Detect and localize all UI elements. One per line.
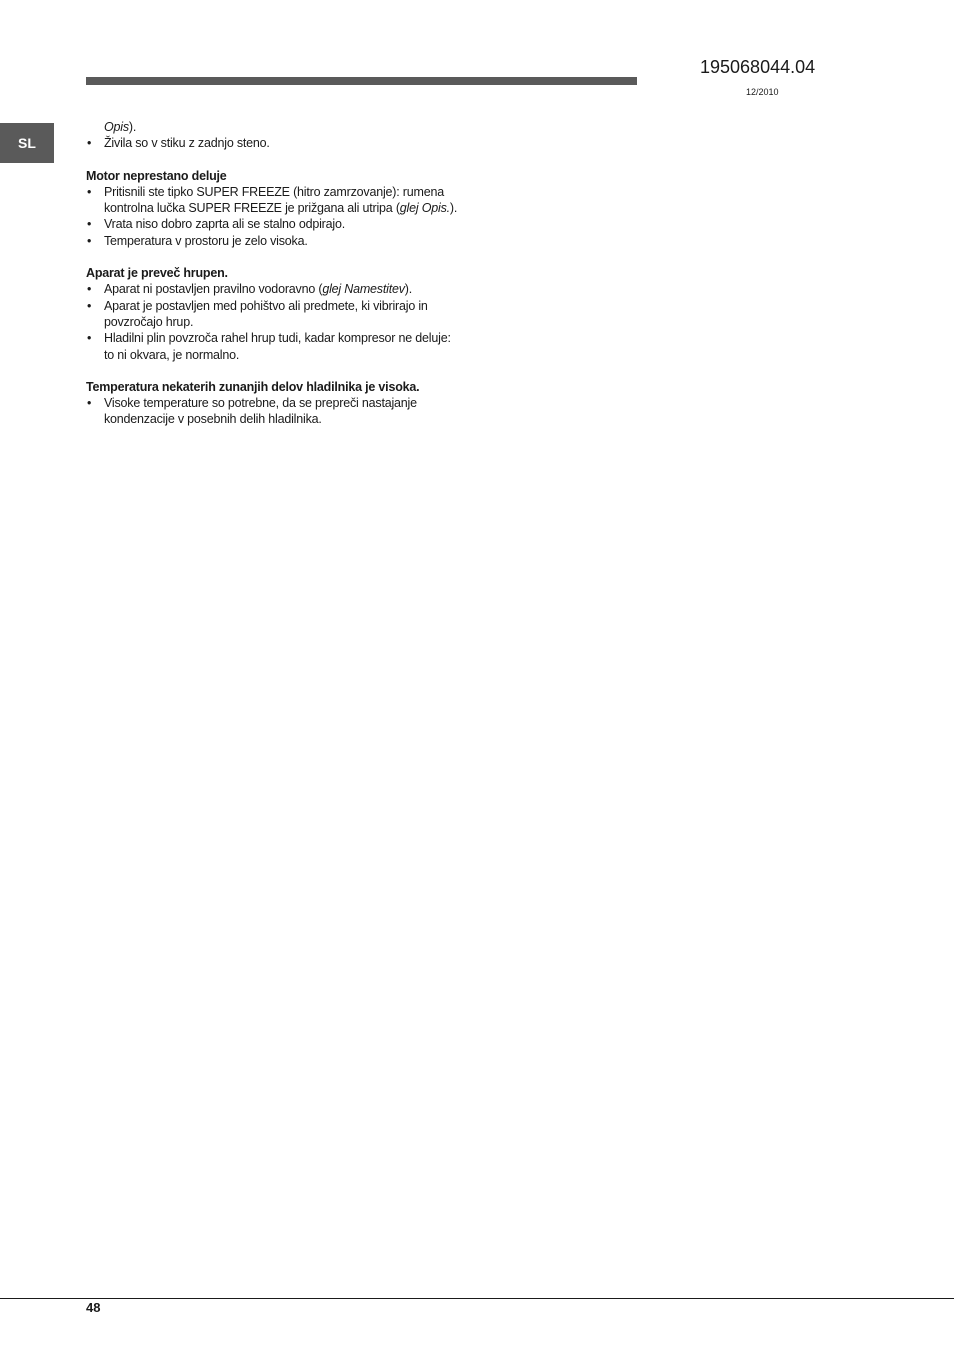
italic-reference: Opis [104, 120, 129, 134]
document-number: 195068044.04 [700, 57, 816, 77]
list-item: • Aparat ni postavljen pravilno vodoravno (glej Namestitev). [86, 281, 481, 297]
list-item: • Vrata niso dobro zaprta ali se stalno odpirajo. [86, 216, 481, 232]
list-item-continuation: to ni okvara, je normalno. [104, 347, 240, 362]
section-heading-temperature: Temperatura nekaterih zunanjih delov hladilnika je visoka. [86, 379, 420, 394]
troubleshooting-content [86, 119, 481, 428]
header-bar [86, 77, 637, 85]
language-tab: SL [0, 123, 54, 163]
footer-rule [0, 1298, 954, 1299]
list-item-continuation: kondenzacije v posebnih delih hladilnika. [104, 412, 322, 427]
list-item: • Visoke temperature so potrebne, da se prepreči nastajanje [86, 395, 481, 411]
continuation-line: Opis). [104, 120, 137, 134]
list-item: • Hladilni plin povzroča rahel hrup tudi, kadar kompresor ne deluje: [86, 330, 481, 346]
section-heading-noise: Aparat je preveč hrupen. [86, 266, 228, 281]
list-item: • Pritisnili ste tipko SUPER FREEZE (hitro zamrzovanje): rumena [86, 184, 481, 200]
list-item: • Temperatura v prostoru je zelo visoka. [86, 233, 481, 249]
section-heading-motor: Motor neprestano deluje [86, 168, 227, 183]
list-item: • Aparat je postavljen med pohištvo ali predmete, ki vibrirajo in [86, 298, 481, 314]
list-item-continuation: kontrolna lučka SUPER FREEZE je prižgana ali utripa (glej Opis.). [104, 201, 458, 216]
list-item-continuation: povzročajo hrup. [104, 314, 194, 329]
list-item: • Živila so v stiku z zadnjo steno. [86, 135, 481, 151]
page-number: 48 [86, 1300, 101, 1315]
document-date: 12/2010 [746, 87, 779, 97]
